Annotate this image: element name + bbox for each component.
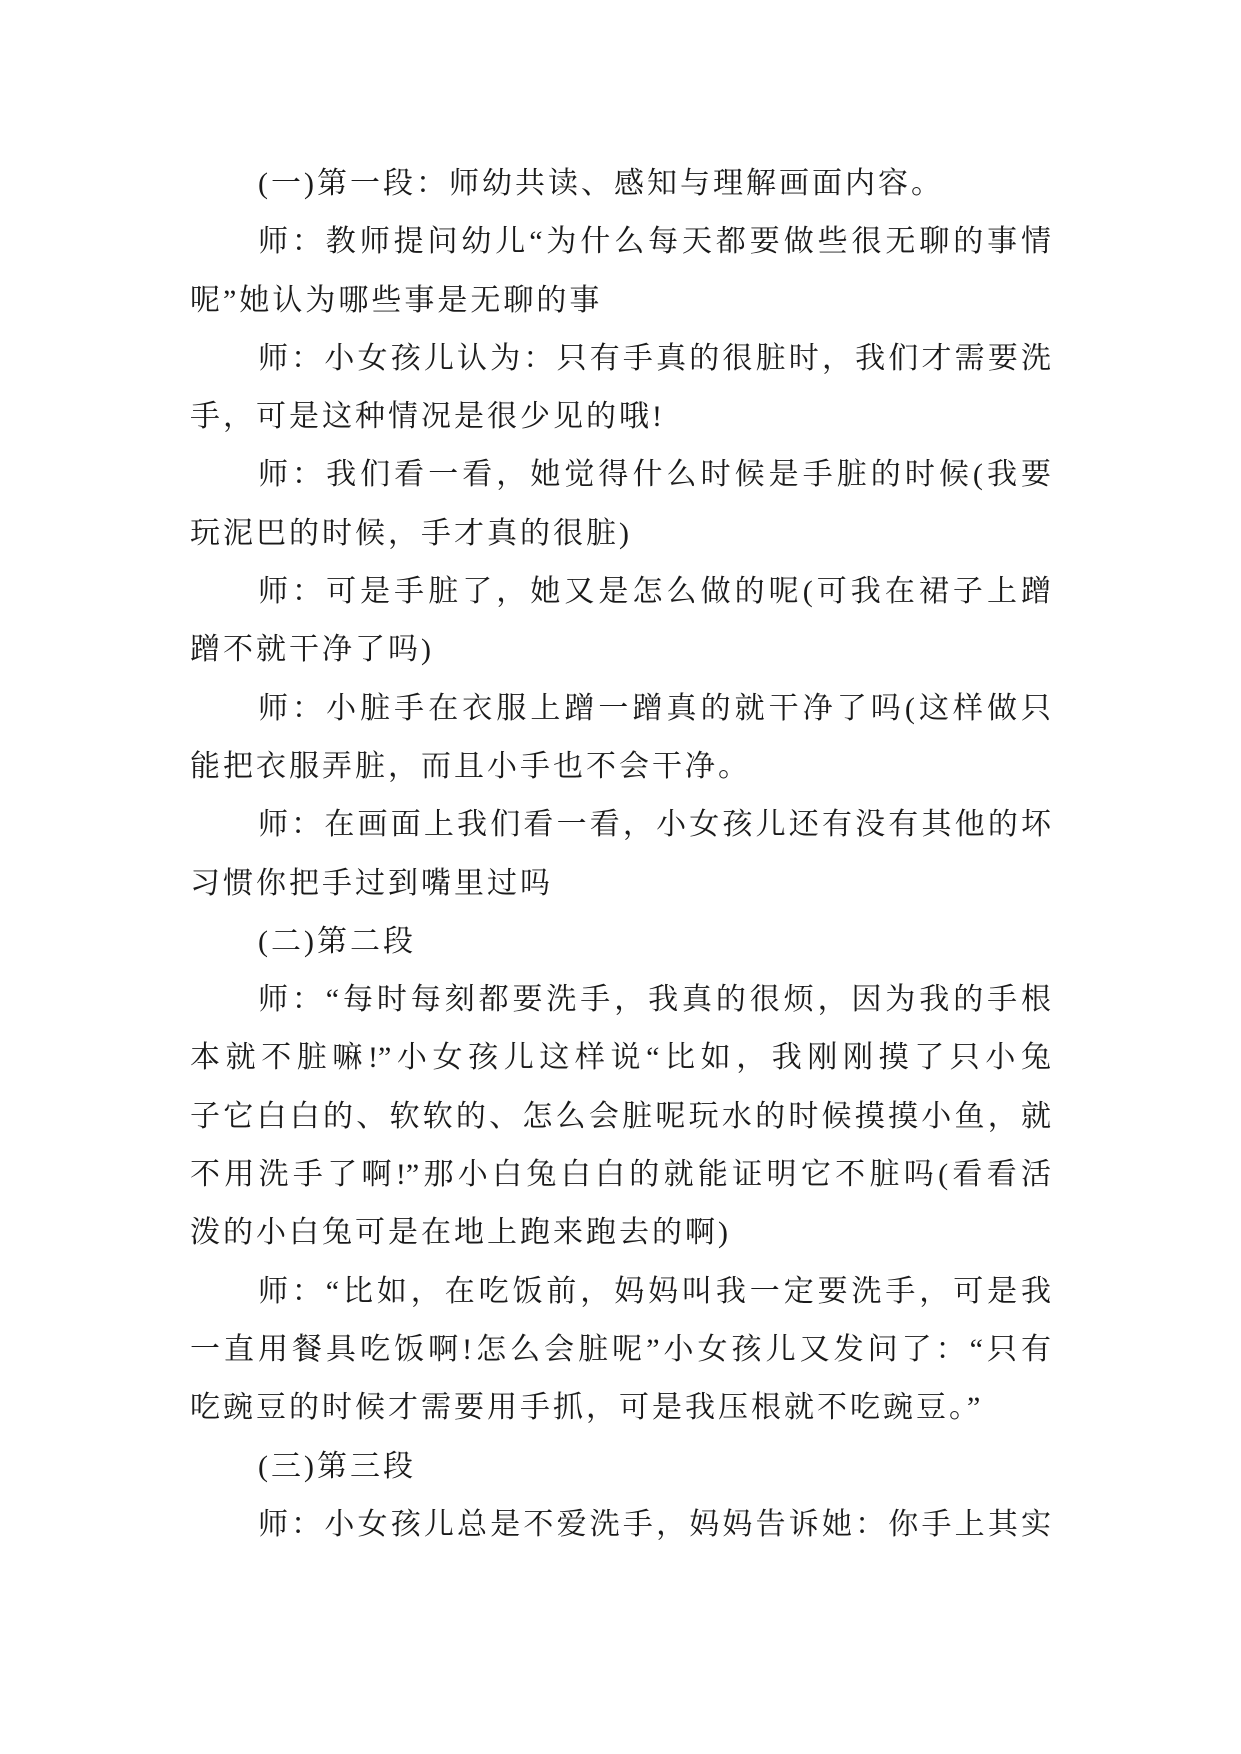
text-line: 师：可是手脏了，她又是怎么做的呢(可我在裙子上蹭 <box>258 575 1051 609</box>
text-line: 师：我们看一看，她觉得什么时候是手脏的时候(我要 <box>258 458 1051 492</box>
paragraph <box>190 1496 1051 1554</box>
text-line: 玩泥巴的时候，手才真的很脏) <box>190 516 632 550</box>
text-line: 蹭不就干净了吗) <box>190 633 434 667</box>
text-line: 师：教师提问幼儿“为什么每天都要做些很无聊的事情 <box>258 225 1051 259</box>
paragraph <box>190 446 1051 563</box>
paragraph <box>190 563 1051 680</box>
paragraph <box>190 1263 1051 1438</box>
text-line: 师：小女孩儿总是不爱洗手，妈妈告诉她：你手上其实 <box>258 1507 1051 1541</box>
text-line: 师：小脏手在衣服上蹭一蹭真的就干净了吗(这样做只 <box>258 691 1051 725</box>
text-line: 吃豌豆的时候才需要用手抓，可是我压根就不吃豌豆。” <box>190 1391 984 1425</box>
text-line: 能把衣服弄脏，而且小手也不会干净。 <box>190 749 751 783</box>
text-line: 呢”她认为哪些事是无聊的事 <box>190 283 603 317</box>
text-line: 师：在画面上我们看一看，小女孩儿还有没有其他的坏 <box>258 808 1051 842</box>
text-line: 习惯你把手过到嘴里过吗 <box>190 866 553 900</box>
paragraph <box>190 330 1051 447</box>
paragraph <box>190 971 1051 1262</box>
paragraph <box>190 680 1051 797</box>
text-line: 本就不脏嘛!”小女孩儿这样说“比如，我刚刚摸了只小兔 <box>190 1041 1051 1075</box>
text-line: 子它白白的、软软的、怎么会脏呢玩水的时候摸摸小鱼，就 <box>190 1099 1051 1133</box>
section-2 <box>190 913 1051 1438</box>
paragraph <box>190 796 1051 913</box>
section-heading: (二)第二段 <box>258 924 416 958</box>
text-line: 师：“每时每刻都要洗手，我真的很烦，因为我的手根 <box>258 983 1051 1017</box>
section-1 <box>190 155 1051 913</box>
section-heading: (三)第三段 <box>258 1449 416 1483</box>
document-body <box>190 155 1051 1554</box>
section-heading: (一)第一段：师幼共读、感知与理解画面内容。 <box>258 167 944 200</box>
text-line: 师：小女孩儿认为：只有手真的很脏时，我们才需要洗 <box>258 341 1051 375</box>
text-line: 泼的小白兔可是在地上跑来跑去的啊) <box>190 1216 731 1250</box>
text-line: 师：“比如，在吃饭前，妈妈叫我一定要洗手，可是我 <box>258 1274 1051 1308</box>
text-line: 手，可是这种情况是很少见的哦! <box>190 400 665 434</box>
text-line: 一直用餐具吃饭啊!怎么会脏呢”小女孩儿又发问了：“只有 <box>190 1332 1051 1366</box>
section-3 <box>190 1438 1051 1555</box>
text-line: 不用洗手了啊!”那小白兔白白的就能证明它不脏吗(看看活 <box>190 1158 1051 1192</box>
paragraph <box>190 213 1051 330</box>
